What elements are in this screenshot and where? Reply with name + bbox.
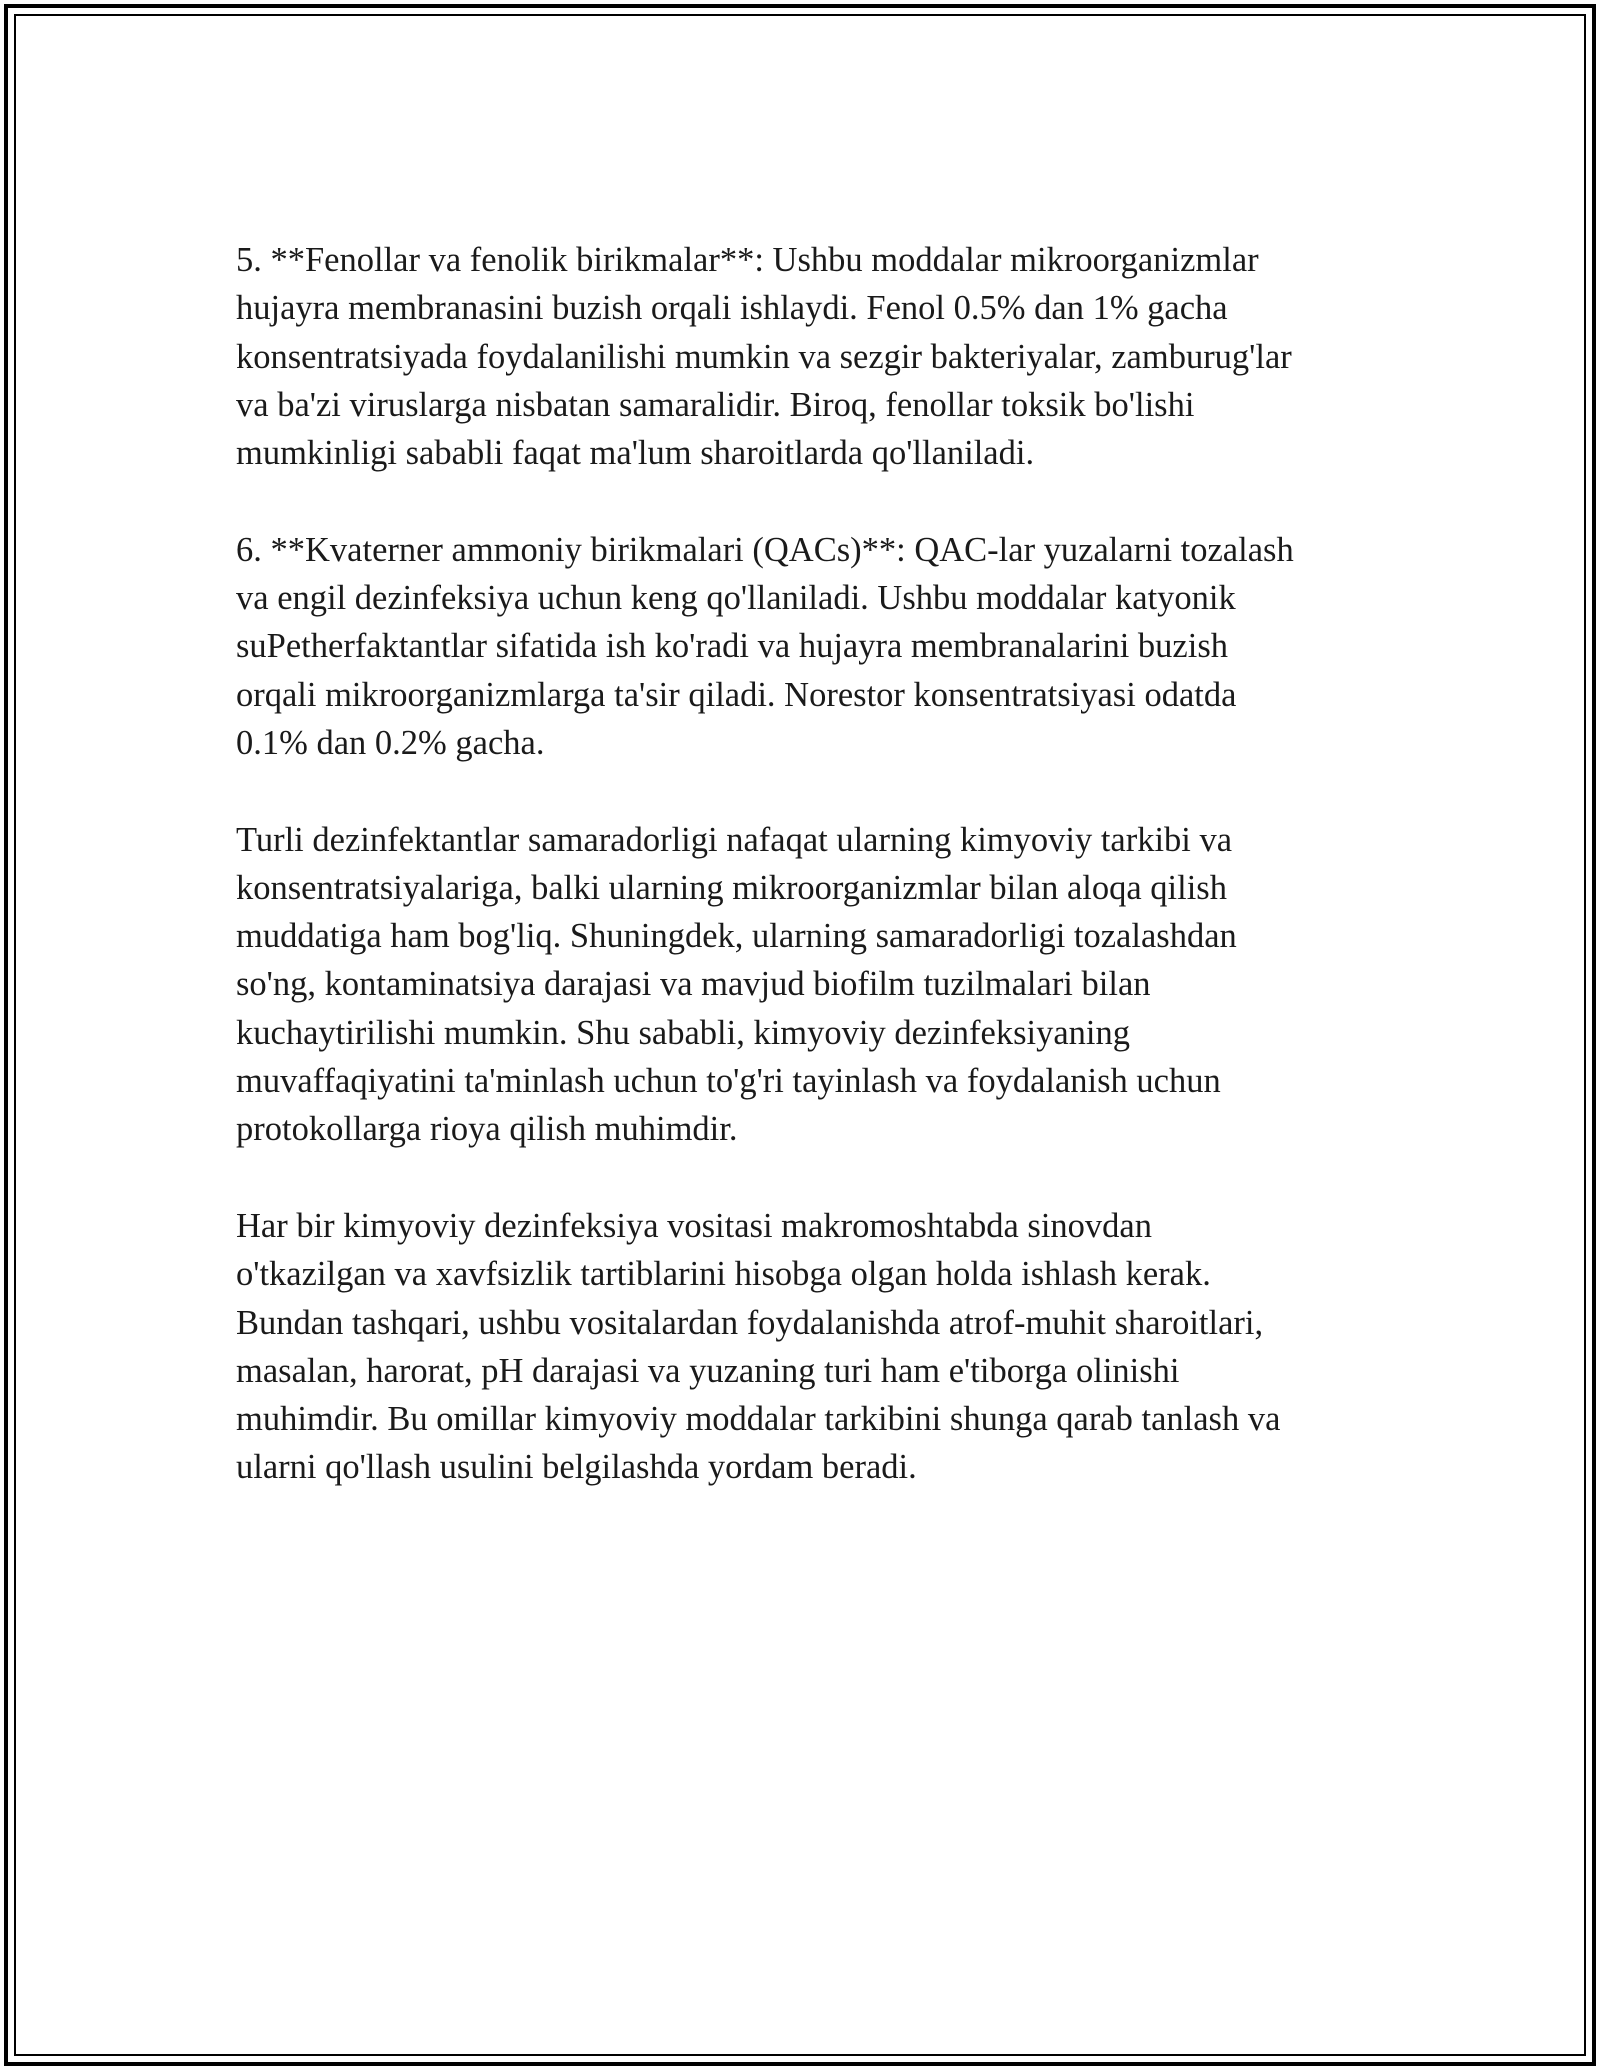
text-line: ularni qo'llash usulini belgilashda yordam beradi. [236,1448,917,1487]
text-line: protokollarga rioya qilish muhimdir. [236,1110,738,1149]
text-line: Bundan tashqari, ushbu vositalardan foydalanishda atrof-muhit sharoitlari, [236,1303,1264,1342]
text-line: konsentratsiyada foydalanilishi mumkin va sezgir bakteriyalar, zamburug'lar [236,337,1292,376]
paragraph-phenols [236,236,1366,477]
text-line: muddatiga ham bog'liq. Shuningdek, ularning samaradorligi tozalashdan [236,917,1237,956]
paragraph-effectiveness [236,816,1366,1154]
text-line: konsentratsiyalariga, balki ularning mikroorganizmlar bilan aloqa qilish [236,868,1227,907]
paragraph-safety [236,1202,1366,1492]
text-line: orqali mikroorganizmlarga ta'sir qiladi. Norestor konsentratsiyasi odatda [236,675,1237,714]
paragraph-qacs [236,526,1366,767]
text-line: muhimdir. Bu omillar kimyoviy moddalar tarkibini shunga qarab tanlash va [236,1400,1281,1439]
text-line: va engil dezinfeksiya uchun keng qo'llaniladi. Ushbu moddalar katyonik [236,579,1236,618]
text-line: hujayra membranasini buzish orqali ishlaydi. Fenol 0.5% dan 1% gacha [236,289,1228,328]
text-line: mumkinligi sababli faqat ma'lum sharoitlarda qo'llaniladi. [236,434,1035,473]
document-body [236,236,1366,1540]
text-line: 0.1% dan 0.2% gacha. [236,723,545,762]
text-line: masalan, harorat, pH darajasi va yuzaning turi ham e'tiborga olinishi [236,1351,1180,1390]
text-line: muvaffaqiyatini ta'minlash uchun to'g'ri tayinlash va foydalanish uchun [236,1062,1221,1101]
text-line: 5. **Fenollar va fenolik birikmalar**: Ushbu moddalar mikroorganizmlar [236,241,1259,279]
text-line: 6. **Kvaterner ammoniy birikmalari (QACs)**: QAC-lar yuzalarni tozalash [236,530,1294,569]
text-line: o'tkazilgan va xavfsizlik tartiblarini hisobga olgan holda ishlash kerak. [236,1255,1211,1294]
text-line: kuchaytirilishi mumkin. Shu sababli, kimyoviy dezinfeksiyaning [236,1013,1131,1052]
text-line: va ba'zi viruslarga nisbatan samaralidir. Biroq, fenollar toksik bo'lishi [236,385,1195,424]
text-line: suPetherfaktantlar sifatida ish ko'radi va hujayra membranalarini buzish [236,627,1229,666]
text-line: Turli dezinfektantlar samaradorligi nafaqat ularning kimyoviy tarkibi va [236,820,1233,859]
text-line: Har bir kimyoviy dezinfeksiya vositasi makromoshtabda sinovdan [236,1206,1152,1245]
text-line: so'ng, kontaminatsiya darajasi va mavjud biofilm tuzilmalari bilan [236,965,1151,1004]
